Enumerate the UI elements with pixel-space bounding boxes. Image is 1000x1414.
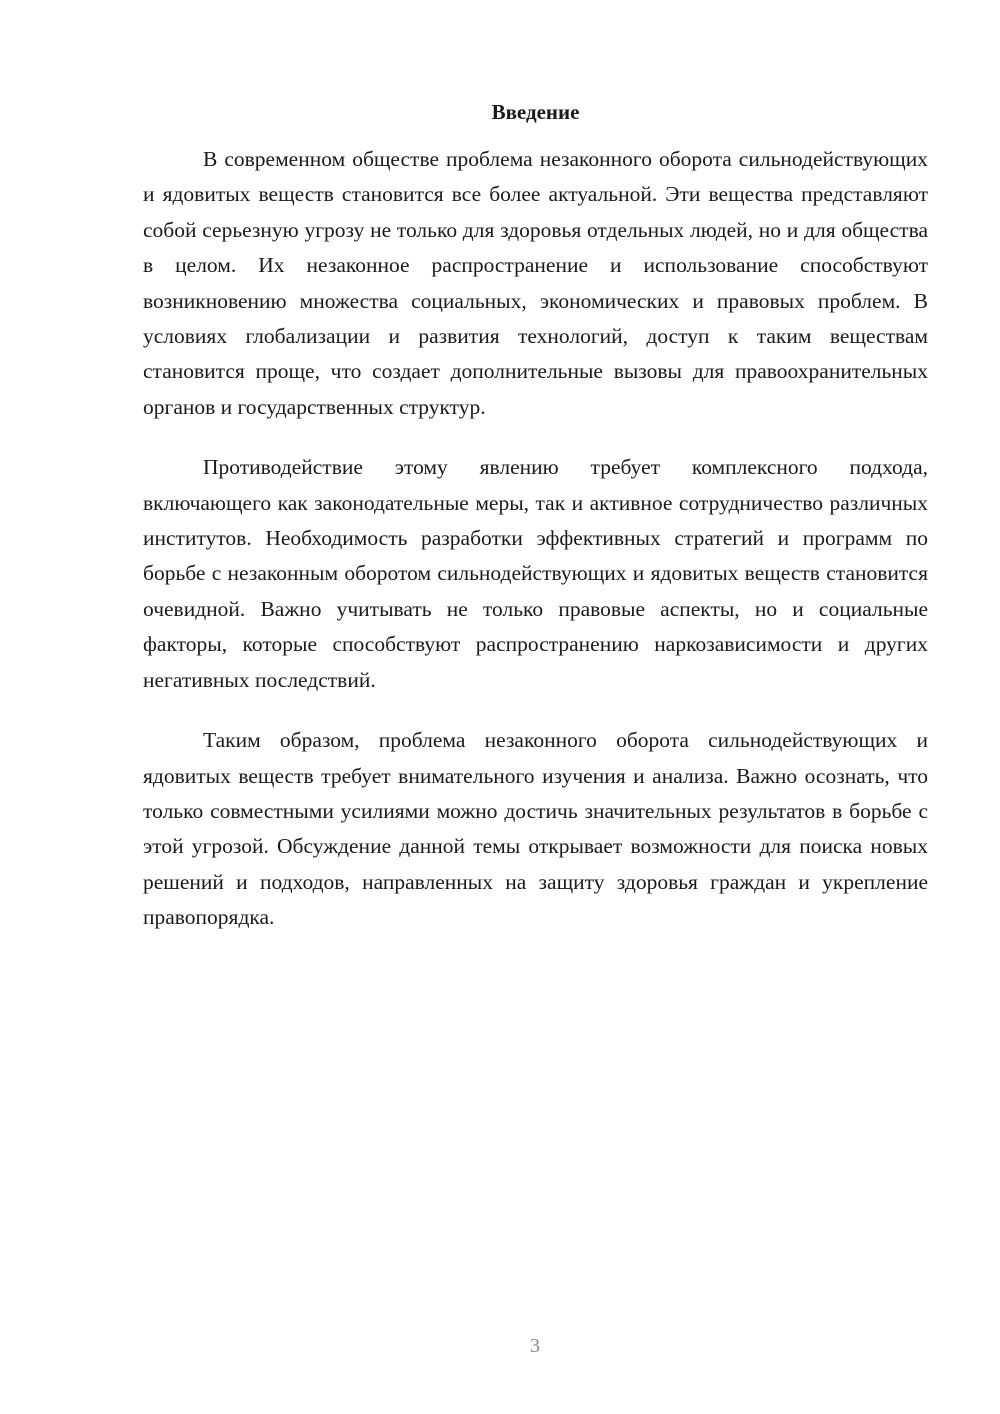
paragraph-2: Противодействие этому явлению требует комплексного подхода, включающего как законодательные меры, так и активное сотрудничество различных институтов. Необходимость разработки эффективных стратегий и программ по борьбе с незаконным оборотом сильнодействующих и ядовитых веществ становится очевидной. Важно учитывать не только правовые аспекты, но и социальные факторы, которые способствуют распространению наркозависимости и других негативных последствий. — [143, 455, 928, 692]
section-heading: Введение — [491, 100, 580, 124]
page-number: 3 — [530, 1335, 540, 1357]
paragraph-1: В современном обществе проблема незаконного оборота сильнодействующих и ядовитых веществ становится все более актуальной. Эти вещества представляют собой серьезную угрозу не только для здоровья отдельных людей, но и для общества в целом. Их незаконное распространение и использование способствуют возникновению множества социальных, экономических и правовых проблем. В условиях глобализации и развития технологий, доступ к таким веществам становится проще, что создает дополнительные вызовы для правоохранительных органов и государственных структур. — [143, 147, 928, 419]
body-text — [143, 142, 928, 961]
paragraph-3: Таким образом, проблема незаконного оборота сильнодействующих и ядовитых веществ требует внимательного изучения и анализа. Важно осознать, что только совместными усилиями можно достичь значительных результатов в борьбе с этой угрозой. Обсуждение данной темы открывает возможности для поиска новых решений и подходов, направленных на защиту здоровья граждан и укрепление правопорядка. — [143, 728, 928, 930]
